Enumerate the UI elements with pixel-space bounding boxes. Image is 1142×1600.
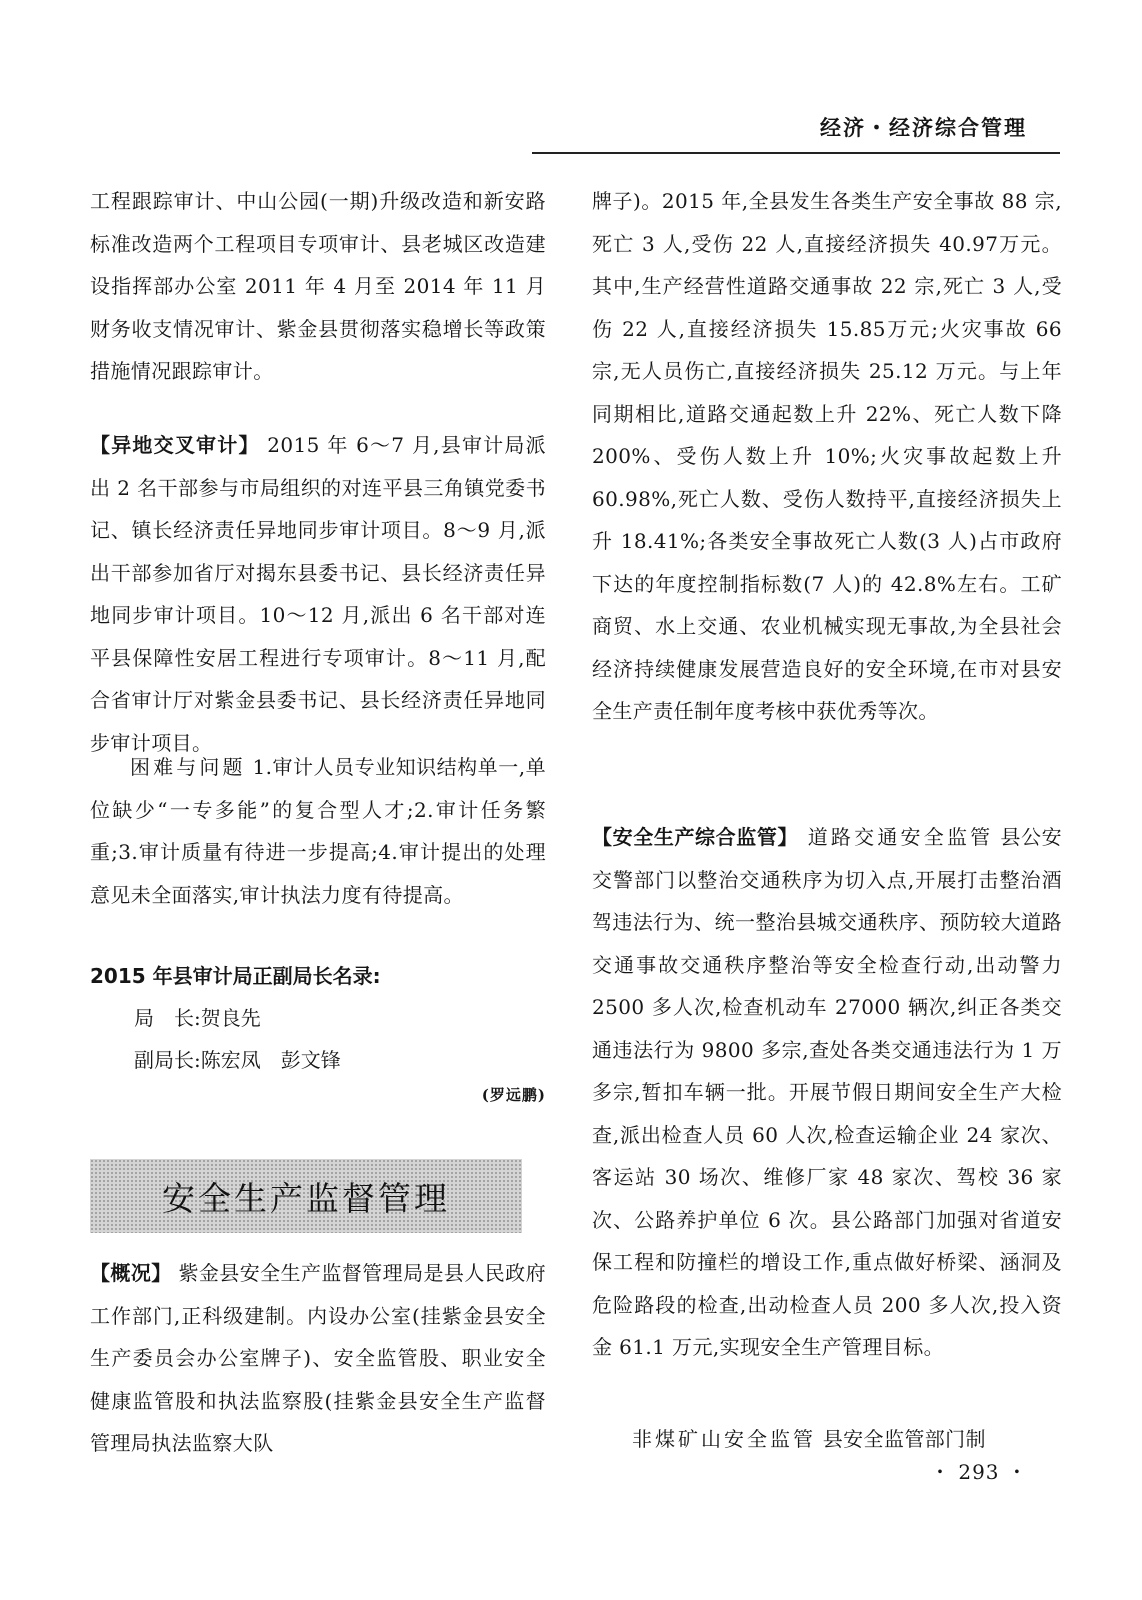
section-banner: [90, 1159, 522, 1233]
runin-heading: 困难与问题: [130, 755, 246, 779]
author-credit: (罗远鹏): [481, 1086, 546, 1104]
paragraph-text: 紫金县安全生产监督管理局是县人民政府工作部门,正科级建制。内设办公室(挂紫金县安全生产委员会办公室牌子)、安全监管股、职业安全健康监管股和执法监察股(挂紫金县安全生产监督管理局执法监察大队: [90, 1261, 546, 1455]
paragraph-text: 工程跟踪审计、中山公园(一期)升级改造和新安路标准改造两个工程项目专项审计、县老城区改造建设指挥部办公室 2011 年 4 月至 2014 年 11 月财务收支情况审计、紫金县贯彻落实稳增长等政策措施情况跟踪审计。: [90, 189, 546, 383]
running-head: 经济・经济综合管理: [820, 116, 1027, 140]
accident-stats-paragraph: [592, 180, 1062, 733]
byline: [90, 1080, 546, 1110]
paragraph-text: 县安全监管部门制: [816, 1427, 986, 1451]
paragraph-text: 牌子)。2015 年,全县发生各类生产安全事故 88 宗,死亡 3 人,受伤 22 人,直接经济损失 40.97万元。其中,生产经营性道路交通事故 22 宗,死亡 3 人,受伤 22 人,直接经济损失 15.85万元;火灾事故 66 宗,无人员伤亡,直接经济损失 25.12 万元。与上年同期相比,道路交通起数上升 22%、死亡人数下降 200%、受伤人数上升 10%;火灾事故起数上升60.98%,死亡人数、受伤人数持平,直接经济损失上升 18.41%;各类安全事故死亡人数(3 人)占市政府下达的年度控制指标数(7 人)的 42.8%左右。工矿商贸、水上交通、农业机械实现无事故,为全县社会经济持续健康发展营造良好的安全环境,在市对县安全生产责任制年度考核中获优秀等次。: [592, 189, 1062, 723]
roster-row: 局 长:贺良先: [134, 1006, 261, 1030]
page-number: ・ 293 ・: [930, 1460, 1028, 1484]
runin-heading: 非煤矿山安全监管: [632, 1427, 816, 1451]
road-safety-paragraph: [592, 816, 1062, 1369]
section-banner-title: 安全生产监督管理: [162, 1178, 450, 1218]
runin-heading: 道路交通安全监管: [798, 825, 994, 849]
section-tag: 【概况】: [90, 1261, 172, 1285]
section-tag: 【异地交叉审计】: [90, 433, 260, 457]
director-roster: [90, 955, 546, 1081]
roster-row: 副局长:陈宏凤 彭文锋: [134, 1048, 341, 1072]
overview-paragraph: [90, 1252, 546, 1465]
difficulties-paragraph: [90, 746, 546, 916]
mine-safety-paragraph: [592, 1418, 1062, 1461]
roster-year: 2015: [90, 964, 146, 988]
audit-projects-paragraph: [90, 180, 546, 393]
paragraph-text: 2015 年 6～7 月,县审计局派出 2 名干部参与市局组织的对连平县三角镇党委书记、镇长经济责任异地同步审计项目。8～9 月,派出干部参加省厅对揭东县委书记、县长经济责任异地同步审计项目。10～12 月,派出 6 名干部对连平县保障性安居工程进行专项审计。8～11 月,配合省审计厅对紫金县委书记、县长经济责任异地同步审计项目。: [90, 433, 546, 755]
header-rule: [532, 152, 1060, 154]
cross-audit-paragraph: [90, 424, 546, 764]
paragraph-text: 1.审计人员专业知识结构单一,单位缺少“一专多能”的复合型人才;2.审计任务繁重;3.审计质量有待进一步提高;4.审计提出的处理意见未全面落实,审计执法力度有待提高。: [90, 755, 546, 907]
paragraph-text: 县公安交警部门以整治交通秩序为切入点,开展打击整治酒驾违法行为、统一整治县城交通秩序、预防较大道路交通事故交通秩序整治等安全检查行动,出动警力 2500 多人次,检查机动车 27000 辆次,纠正各类交通违法行为 9800 多宗,查处各类交通违法行为 1 万多宗,暂扣车辆一批。开展节假日期间安全生产大检查,派出检查人员 60 人次,检查运输企业 24 家次、客运站 30 场次、维修厂家 48 家次、驾校 36 家次、公路养护单位 6 次。县公路部门加强对省道安保工程和防撞栏的增设工作,重点做好桥梁、涵洞及危险路段的检查,出动检查人员 200 多人次,投入资金 61.1 万元,实现安全生产管理目标。: [592, 825, 1063, 1359]
section-tag: 【安全生产综合监管】: [592, 825, 799, 849]
roster-title: 年县审计局正副局长名录:: [145, 964, 381, 988]
